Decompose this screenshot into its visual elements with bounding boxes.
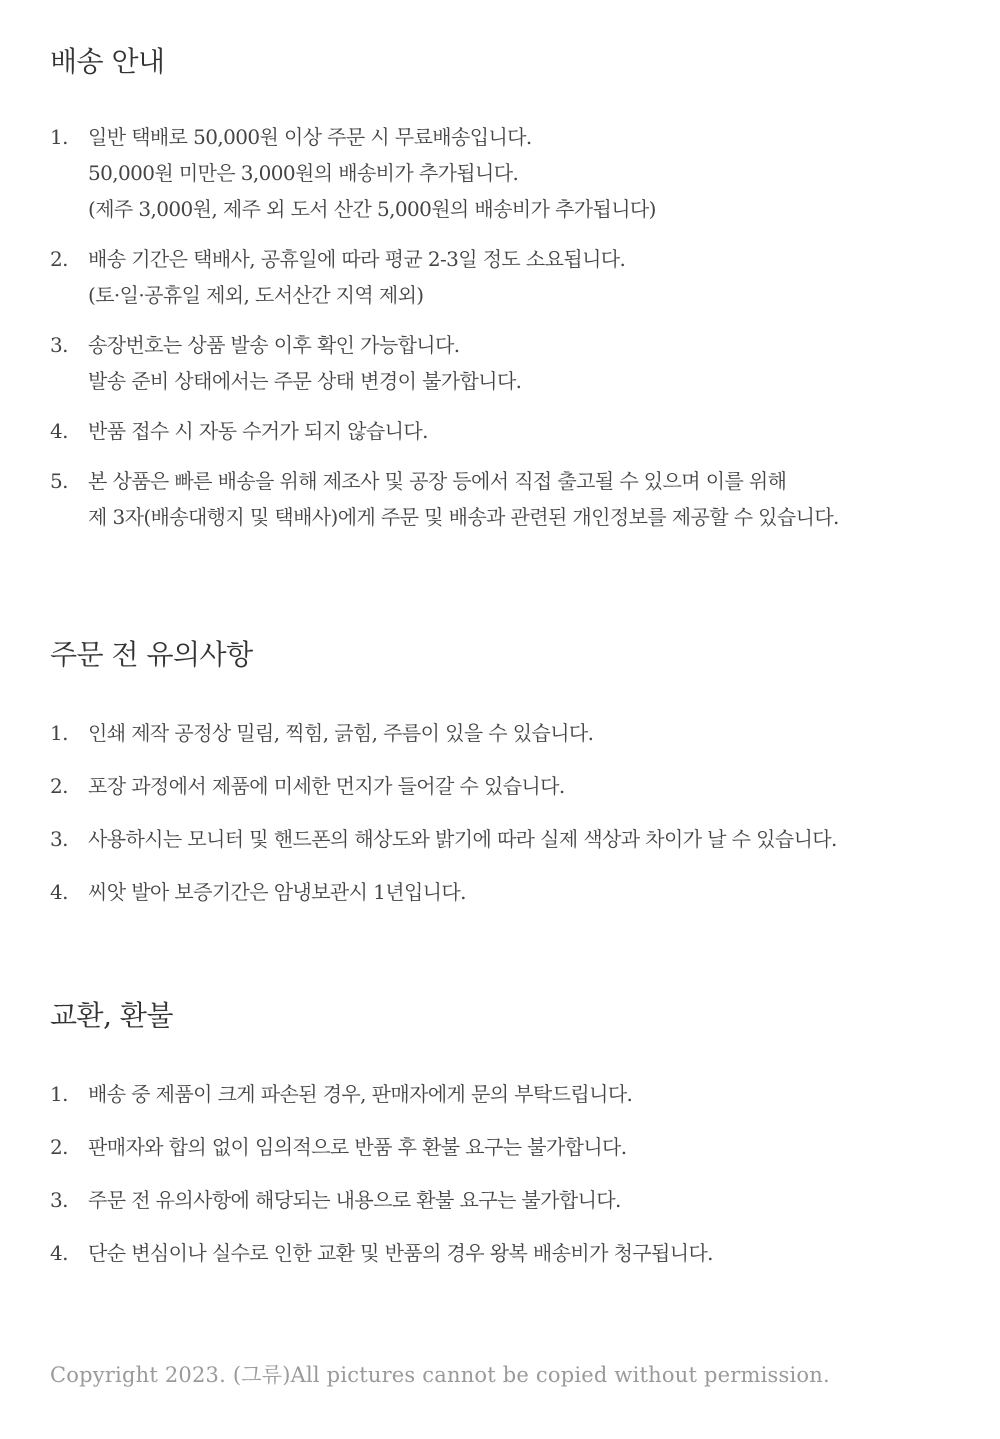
- list-item: [50, 874, 970, 910]
- item-number: 2.: [50, 774, 68, 798]
- item-number: 5.: [50, 469, 68, 493]
- list-item: [50, 119, 970, 227]
- caution-title: 주문 전 유의사항: [50, 638, 253, 671]
- caution-section: [50, 637, 970, 927]
- item-text-line: (제주 3,000원, 제주 외 도서 산간 5,000원의 배송비가 추가됩니다): [88, 197, 656, 221]
- list-item: [50, 1076, 970, 1112]
- list-item: [50, 327, 970, 399]
- list-item: [50, 413, 970, 449]
- item-number: 3.: [50, 1188, 68, 1212]
- item-number: 1.: [50, 125, 68, 149]
- refund-section: [50, 998, 970, 1288]
- list-item: [50, 821, 970, 857]
- item-text-line: 50,000원 미만은 3,000원의 배송비가 추가됩니다.: [88, 161, 519, 185]
- copyright-text: Copyright 2023. (그류)All pictures cannot be copied without permission.: [50, 1363, 830, 1387]
- list-item: [50, 1235, 970, 1271]
- list-item: [50, 463, 970, 535]
- shipping-title: 배송 안내: [50, 45, 165, 78]
- list-item: [50, 1129, 970, 1165]
- item-text-line: 일반 택배로 50,000원 이상 주문 시 무료배송입니다.: [88, 125, 532, 149]
- item-number: 1.: [50, 1082, 68, 1106]
- item-text-line: 송장번호는 상품 발송 이후 확인 가능합니다.: [88, 333, 460, 357]
- refund-title: 교환, 환불: [50, 999, 173, 1032]
- item-text-line: 반품 접수 시 자동 수거가 되지 않습니다.: [88, 419, 428, 443]
- item-number: 4.: [50, 880, 68, 904]
- item-text-line: 제 3자(배송대행지 및 택배사)에게 주문 및 배송과 관련된 개인정보를 제공할 수 있습니다.: [88, 505, 839, 529]
- item-number: 4.: [50, 419, 68, 443]
- item-text-line: 인쇄 제작 공정상 밀림, 찍힘, 긁힘, 주름이 있을 수 있습니다.: [88, 721, 594, 745]
- item-number: 2.: [50, 1135, 68, 1159]
- item-text-line: 주문 전 유의사항에 해당되는 내용으로 환불 요구는 불가합니다.: [88, 1188, 621, 1212]
- item-number: 2.: [50, 247, 68, 271]
- list-item: [50, 768, 970, 804]
- list-item: [50, 715, 970, 751]
- item-text-line: 배송 중 제품이 크게 파손된 경우, 판매자에게 문의 부탁드립니다.: [88, 1082, 633, 1106]
- item-number: 1.: [50, 721, 68, 745]
- item-text-line: 씨앗 발아 보증기간은 암냉보관시 1년입니다.: [88, 880, 466, 904]
- item-text-line: 사용하시는 모니터 및 핸드폰의 해상도와 밝기에 따라 실제 색상과 차이가 날 수 있습니다.: [88, 827, 837, 851]
- item-text-line: 판매자와 합의 없이 임의적으로 반품 후 환불 요구는 불가합니다.: [88, 1135, 627, 1159]
- item-number: 3.: [50, 333, 68, 357]
- item-text-line: 단순 변심이나 실수로 인한 교환 및 반품의 경우 왕복 배송비가 청구됩니다.: [88, 1241, 713, 1265]
- shipping-section: [50, 44, 970, 549]
- caution-list: [50, 715, 970, 910]
- list-item: [50, 1182, 970, 1218]
- item-text-line: 발송 준비 상태에서는 주문 상태 변경이 불가합니다.: [88, 369, 522, 393]
- item-text-line: 배송 기간은 택배사, 공휴일에 따라 평균 2-3일 정도 소요됩니다.: [88, 247, 626, 271]
- item-text-line: 포장 과정에서 제품에 미세한 먼지가 들어갈 수 있습니다.: [88, 774, 565, 798]
- list-item: [50, 241, 970, 313]
- item-number: 4.: [50, 1241, 68, 1265]
- shipping-list: [50, 119, 970, 535]
- refund-list: [50, 1076, 970, 1271]
- item-text-line: (토·일·공휴일 제외, 도서산간 지역 제외): [88, 283, 424, 307]
- item-number: 3.: [50, 827, 68, 851]
- item-text-line: 본 상품은 빠른 배송을 위해 제조사 및 공장 등에서 직접 출고될 수 있으며 이를 위해: [88, 469, 787, 493]
